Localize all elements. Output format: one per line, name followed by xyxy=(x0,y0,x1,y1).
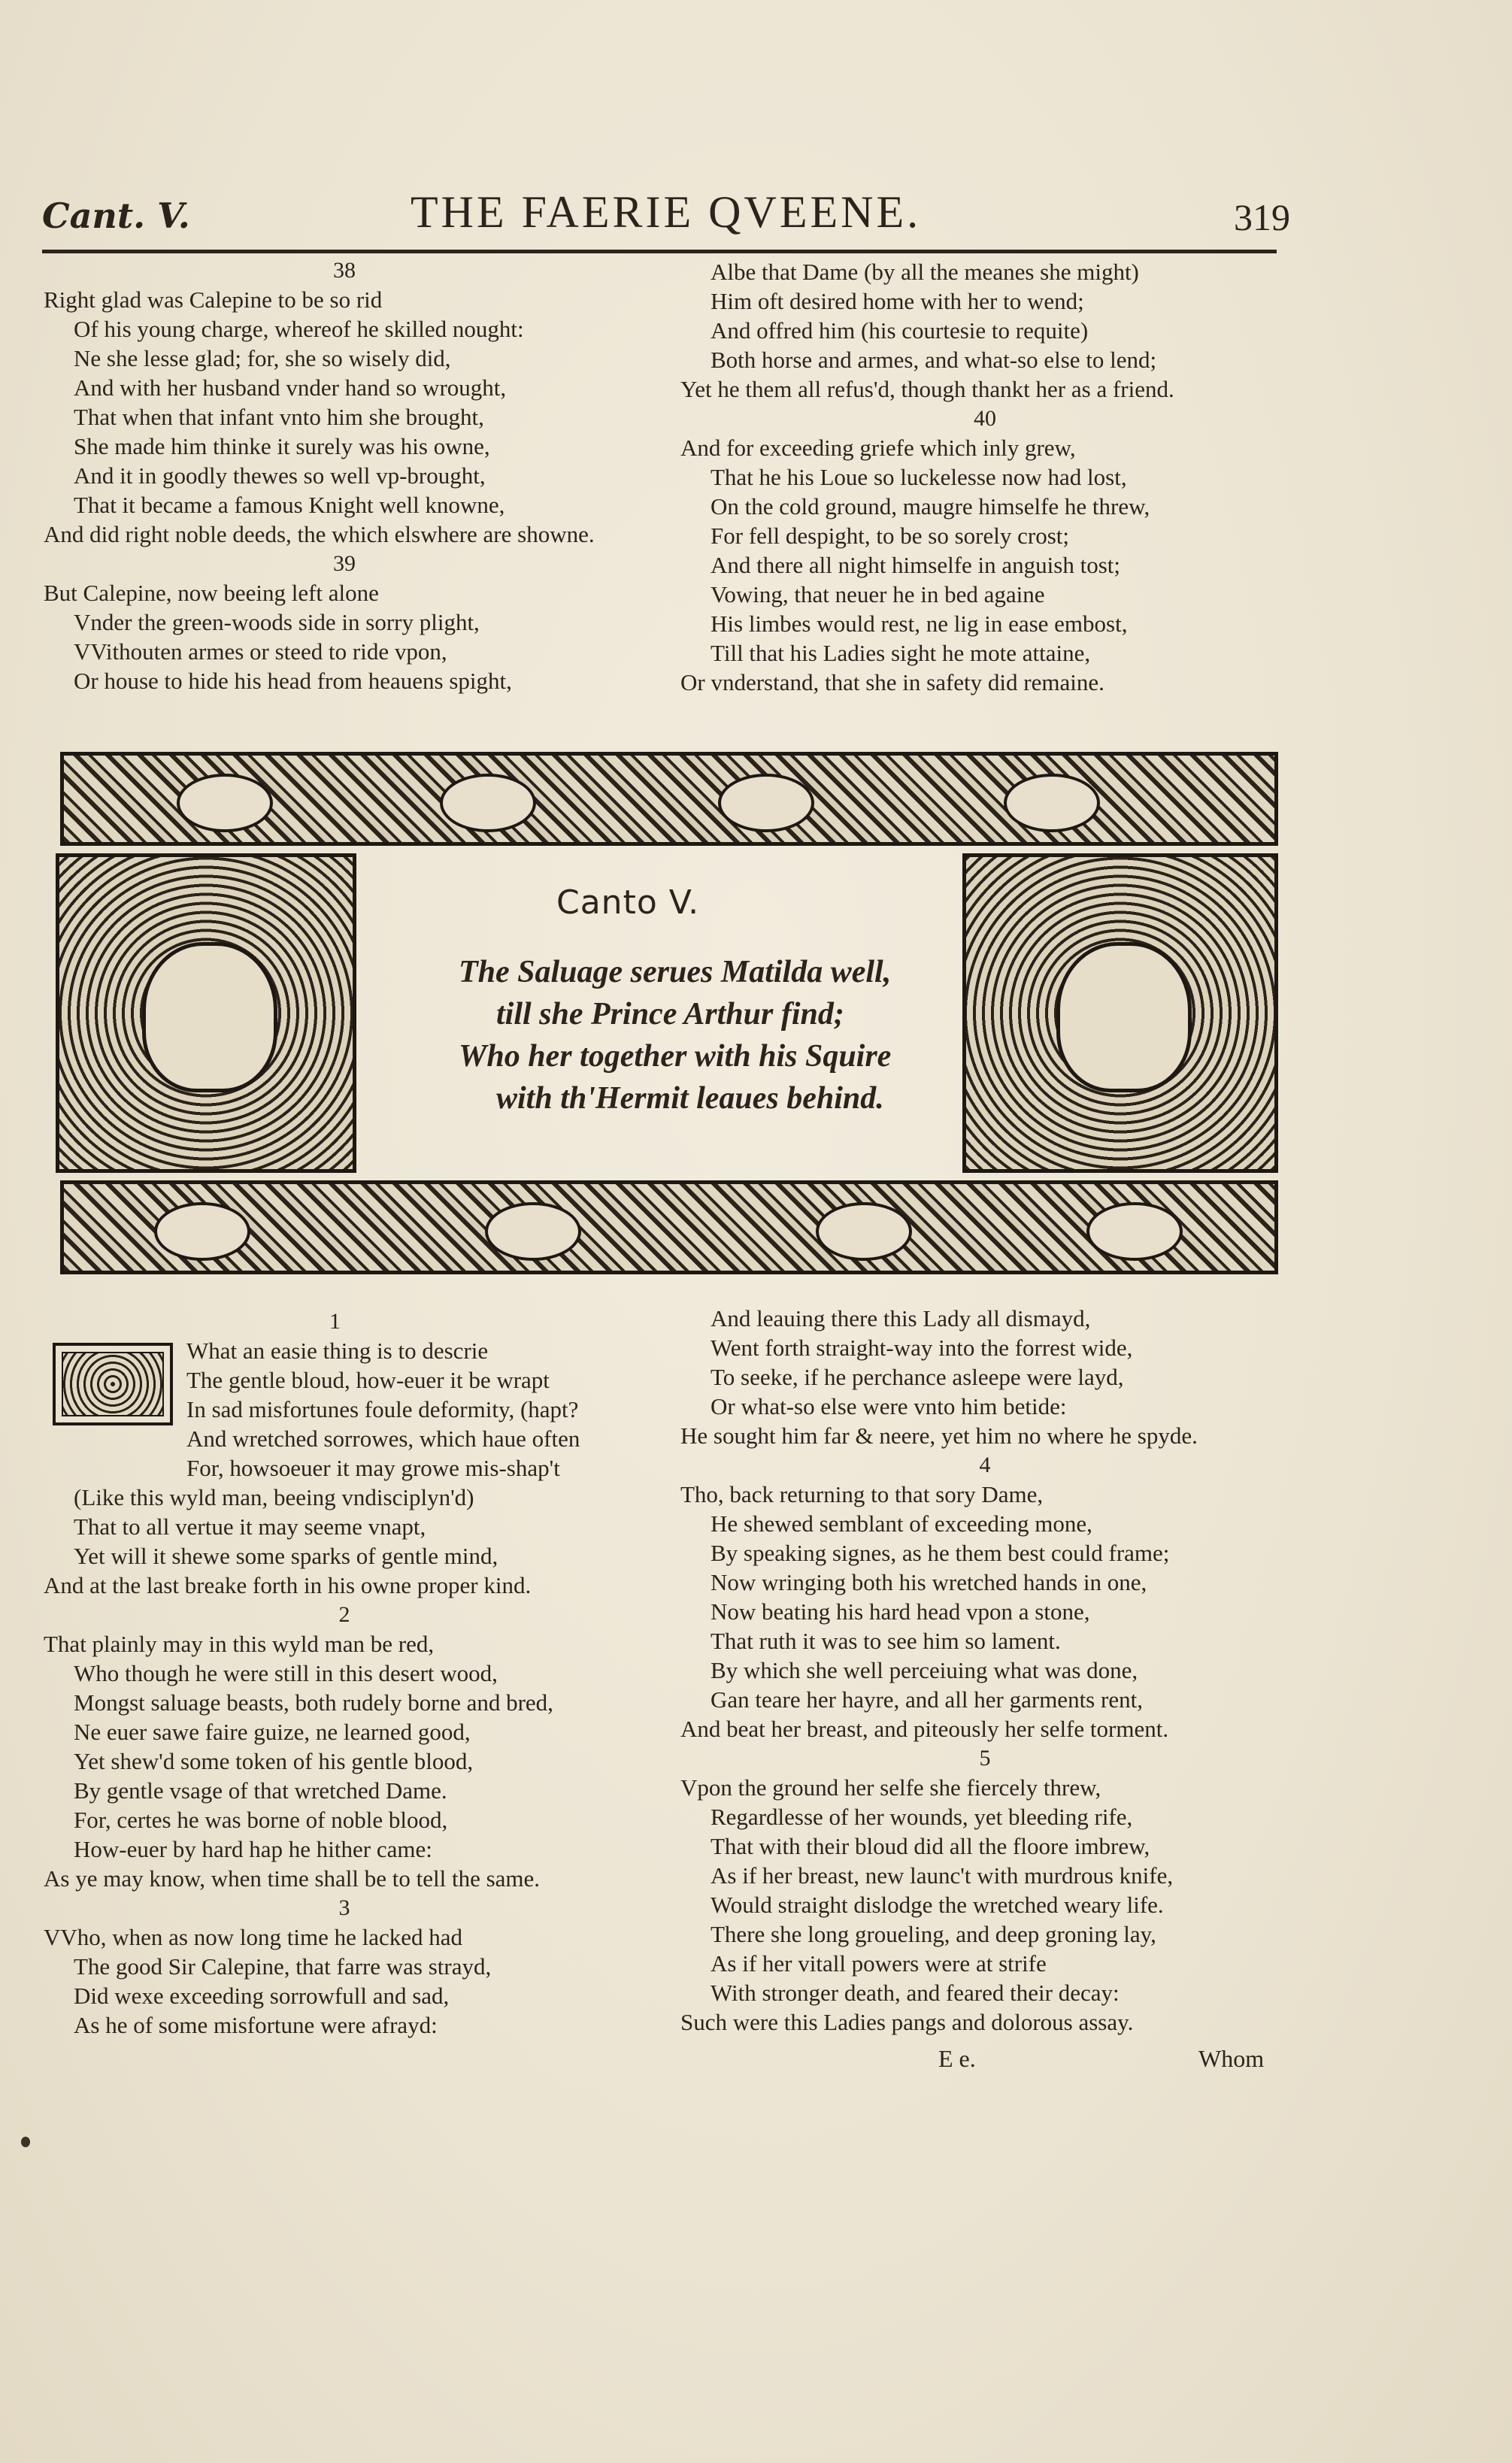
verse-line: Mongst saluage beasts, both rudely borne and bred, xyxy=(74,1689,553,1716)
verse-line: That it became a famous Knight well knowne, xyxy=(74,492,505,518)
verse-line: Tho, back returning to that sory Dame, xyxy=(680,1481,1044,1507)
verse-line: For, certes he was borne of noble blood, xyxy=(74,1807,448,1833)
verse-line: And for exceeding griefe which inly grew, xyxy=(680,435,1076,461)
header-rule xyxy=(42,250,1277,253)
verse-line: Ne she lesse glad; for, she so wisely did, xyxy=(74,345,451,371)
verse-line: For fell despight, to be so sorely crost; xyxy=(711,523,1069,549)
verse-line: Would straight dislodge the wretched weary life. xyxy=(711,1892,1164,1918)
folio-number: 319 xyxy=(1234,196,1290,238)
verse-line: On the cold ground, maugre himselfe he threw, xyxy=(711,493,1150,520)
running-head-section: Cant. V. xyxy=(42,195,190,236)
verse-line: Him oft desired home with her to wend; xyxy=(711,288,1084,314)
verse-line: And beat her breast, and piteously her selfe torment. xyxy=(680,1716,1169,1742)
verse-line: And there all night himselfe in anguish tost; xyxy=(711,552,1120,578)
verse-line: Vpon the ground her selfe she fiercely threw, xyxy=(680,1774,1101,1801)
verse-line: Vnder the green-woods side in sorry plight, xyxy=(74,609,480,635)
verse-line: Both horse and armes, and what-so else to lend; xyxy=(711,347,1157,373)
running-head xyxy=(42,186,1290,247)
verse-line: But Calepine, now beeing left alone xyxy=(44,580,379,606)
verse-line: He sought him far & neere, yet him no where he spyde. xyxy=(680,1422,1198,1449)
ornament-medallion xyxy=(816,1202,912,1261)
verse-line: That plainly may in this wyld man be red, xyxy=(44,1631,435,1657)
verse-line: The gentle bloud, how-euer it be wrapt xyxy=(186,1367,550,1393)
ornament-medallion xyxy=(154,1202,250,1261)
ornament-band-bottom xyxy=(60,1180,1278,1274)
canto-title: Canto V. xyxy=(556,883,700,922)
ornament-medallion xyxy=(718,774,814,832)
running-head-title: THE FAERIE QVEENE. xyxy=(411,187,922,237)
verse-line: Now beating his hard head vpon a stone, xyxy=(711,1598,1090,1625)
verse-line: And wretched sorrowes, which haue often xyxy=(186,1425,580,1452)
verse-line: That when that infant vnto him she brought, xyxy=(74,404,484,430)
verse-line: Yet will it shewe some sparks of gentle mind, xyxy=(74,1543,498,1569)
stanza-number: 1 xyxy=(329,1309,341,1334)
stanza-number: 39 xyxy=(333,551,356,576)
woodcut-panel-left xyxy=(56,853,356,1173)
canto-headpiece-ornament xyxy=(60,752,1278,1274)
verse-line: By which she well perceiuing what was done, xyxy=(711,1657,1138,1683)
verse-line: And at the last breake forth in his owne proper kind. xyxy=(44,1572,532,1598)
verse-line: To seeke, if he perchance asleepe were layd, xyxy=(711,1364,1124,1390)
verse-line: (Like this wyld man, beeing vndisciplyn'd) xyxy=(74,1484,474,1510)
bird-woodcut-icon xyxy=(142,942,277,1092)
stanza-number: 40 xyxy=(974,406,996,431)
phoenix-woodcut-icon xyxy=(1056,942,1192,1092)
verse-line: VVho, when as now long time he lacked had xyxy=(44,1924,463,1950)
verse-line: His limbes would rest, ne lig in ease embost, xyxy=(711,610,1128,637)
verse-line: That ruth it was to see him so lament. xyxy=(711,1628,1061,1654)
column-top-left xyxy=(44,256,645,695)
verse-line: Now wringing both his wretched hands in one, xyxy=(711,1569,1147,1595)
ornament-medallion xyxy=(440,774,536,832)
verse-line: And did right noble deeds, the which elswhere are showne. xyxy=(44,521,595,547)
verse-line: And with her husband vnder hand so wrought, xyxy=(74,374,507,401)
stanza-number: 5 xyxy=(979,1746,991,1771)
verse-line: Regardlesse of her wounds, yet bleeding rife, xyxy=(711,1804,1133,1830)
argument-line: The Saluage serues Matilda well, xyxy=(459,955,892,989)
verse-line: Did wexe exceeding sorrowfull and sad, xyxy=(74,1983,450,2009)
verse-line: That he his Loue so luckelesse now had lost, xyxy=(711,464,1127,490)
signature-mark: E e. xyxy=(938,2045,976,2072)
stanza-number: 3 xyxy=(338,1895,350,1920)
column-bottom-right xyxy=(680,1304,1289,2037)
ornament-medallion xyxy=(485,1202,581,1261)
verse-line: She made him thinke it surely was his owne, xyxy=(74,433,490,459)
verse-line: By gentle vsage of that wretched Dame. xyxy=(74,1777,447,1804)
ink-blot xyxy=(21,2137,30,2147)
verse-line: Of his young charge, whereof he skilled nought: xyxy=(74,316,524,342)
verse-line: Yet shew'd some token of his gentle blood, xyxy=(74,1748,474,1774)
verse-line: The good Sir Calepine, that farre was strayd, xyxy=(74,1953,492,1980)
verse-line: And it in goodly thewes so well vp-brought, xyxy=(74,462,486,489)
verse-line: Vowing, that neuer he in bed againe xyxy=(711,581,1045,607)
argument-line: till she Prince Arthur find; xyxy=(496,997,844,1032)
verse-line: Or house to hide his head from heauens spight, xyxy=(74,668,512,694)
ornament-band-top xyxy=(60,752,1278,846)
ornament-medallion xyxy=(177,774,273,832)
verse-line: VVithouten armes or steed to ride vpon, xyxy=(74,638,447,665)
verse-line: With stronger death, and feared their decay: xyxy=(711,1980,1120,2006)
column-bottom-left xyxy=(44,1307,645,2040)
verse-line: Right glad was Calepine to be so rid xyxy=(44,286,383,313)
verse-line: As if her vitall powers were at strife xyxy=(711,1950,1047,1977)
verse-line: Till that his Ladies sight he mote attaine, xyxy=(711,640,1091,666)
verse-line: And offred him (his courtesie to requite) xyxy=(711,317,1089,344)
column-top-right xyxy=(680,257,1289,697)
verse-line: In sad misfortunes foule deformity, (hapt? xyxy=(186,1396,579,1422)
verse-line: That to all vertue it may seeme vnapt, xyxy=(74,1513,426,1540)
verse-line: That with their bloud did all the floore imbrew, xyxy=(711,1833,1150,1859)
argument-line: with th'Hermit leaues behind. xyxy=(496,1081,884,1116)
verse-line: By speaking signes, as he them best could frame; xyxy=(711,1540,1170,1566)
verse-line: Who though he were still in this desert wood, xyxy=(74,1660,498,1686)
stanza-number: 4 xyxy=(979,1453,991,1477)
verse-line: Or vnderstand, that she in safety did remaine. xyxy=(680,669,1104,695)
ornament-medallion xyxy=(1004,774,1100,832)
stanza-number: 38 xyxy=(333,258,356,283)
verse-line: There she long groueling, and deep groning lay, xyxy=(711,1921,1156,1947)
verse-line: He shewed semblant of exceeding mone, xyxy=(711,1510,1092,1537)
ornament-medallion xyxy=(1086,1202,1183,1261)
verse-line: As he of some misfortune were afrayd: xyxy=(74,2012,438,2038)
verse-line: As if her breast, new launc't with murdrous knife, xyxy=(711,1862,1174,1889)
woodcut-panel-right xyxy=(962,853,1278,1173)
argument-line: Who her together with his Squire xyxy=(459,1039,892,1074)
verse-line: Such were this Ladies pangs and dolorous assay. xyxy=(680,2009,1134,2035)
canto-argument xyxy=(459,951,891,1119)
verse-line: As ye may know, when time shall be to tell the same. xyxy=(44,1865,541,1892)
verse-line: For, howsoeuer it may growe mis-shap't xyxy=(186,1455,560,1481)
verse-line: How-euer by hard hap he hither came: xyxy=(74,1836,432,1862)
verse-line: Ne euer sawe faire guize, ne learned good, xyxy=(74,1719,471,1745)
verse-line: And leauing there this Lady all dismayd, xyxy=(711,1305,1091,1331)
canto-heading-panel xyxy=(368,853,955,1173)
verse-line: Went forth straight-way into the forrest wide, xyxy=(711,1335,1133,1361)
catchword: Whom xyxy=(1198,2045,1265,2072)
verse-line: Albe that Dame (by all the meanes she might) xyxy=(711,259,1139,285)
verse-line: What an easie thing is to descrie xyxy=(186,1338,489,1364)
verse-line: Yet he them all refus'd, though thankt her as a friend. xyxy=(680,376,1174,402)
verse-line: Or what-so else were vnto him betide: xyxy=(711,1393,1067,1419)
stanza-number: 2 xyxy=(338,1602,350,1627)
verse-line: Gan teare her hayre, and all her garments rent, xyxy=(711,1686,1143,1713)
